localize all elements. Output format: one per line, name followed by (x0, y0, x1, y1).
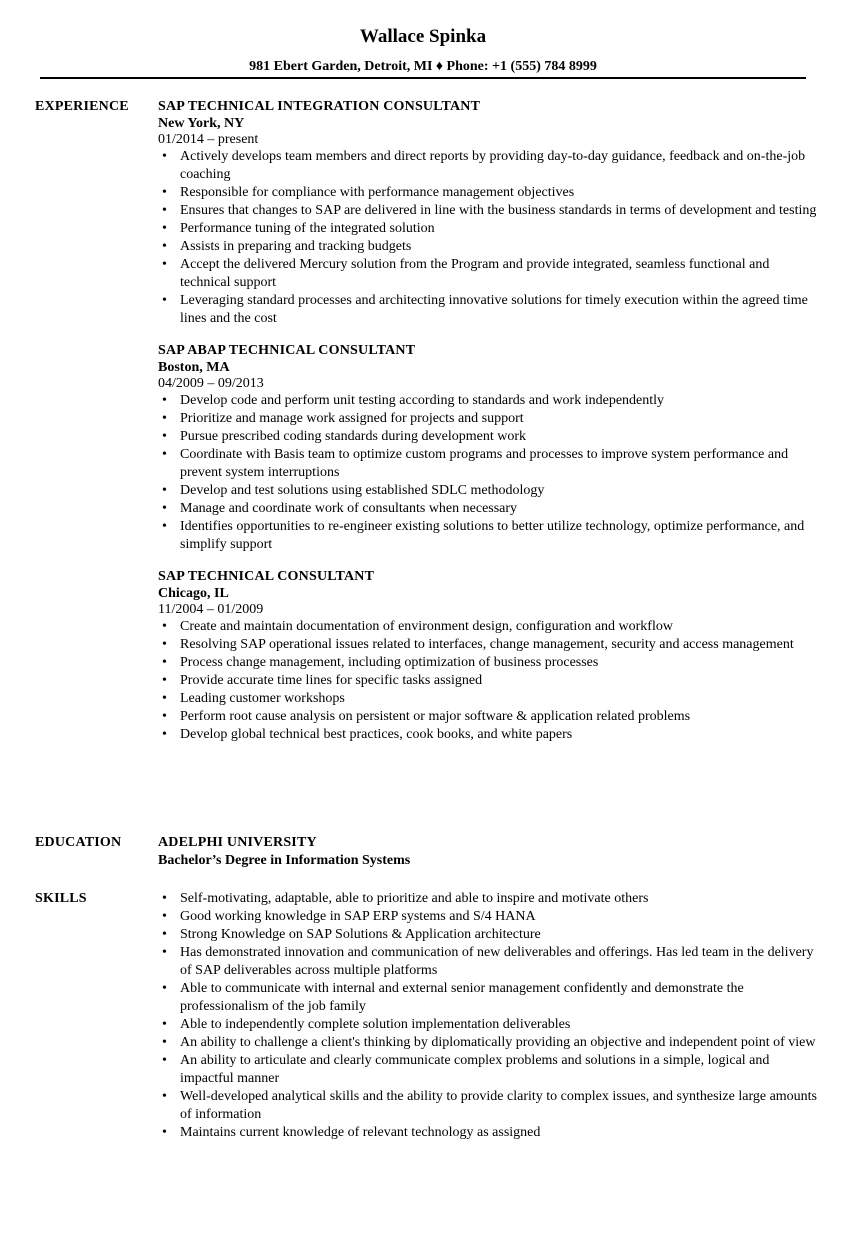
job-dates: 04/2009 – 09/2013 (158, 376, 264, 391)
job-location: New York, NY (158, 116, 245, 131)
job-title: SAP TECHNICAL CONSULTANT (158, 569, 375, 584)
duty-item: • Pursue prescribed coding standards during development work (158, 428, 818, 446)
experience-list (158, 98, 818, 758)
education-entry (158, 834, 818, 870)
job-title: SAP TECHNICAL INTEGRATION CONSULTANT (158, 99, 481, 114)
duty-item: • Create and maintain documentation of environment design, configuration and workflow (158, 618, 818, 636)
job-entry (158, 568, 818, 744)
job-duties (158, 618, 818, 744)
duty-item: • Prioritize and manage work assigned for projects and support (158, 410, 818, 428)
skill-bullets (158, 890, 818, 1142)
skill-item: • An ability to articulate and clearly communicate complex problems and solutions in a simple, logical and impactful manner (158, 1052, 818, 1088)
duty-item: • Develop global technical best practices, cook books, and white papers (158, 726, 818, 744)
duty-item: • Perform root cause analysis on persistent or major software & application related problems (158, 708, 818, 726)
job-duties (158, 148, 818, 328)
skill-item: • Self-motivating, adaptable, able to prioritize and able to inspire and motivate others (158, 890, 818, 908)
duty-item: • Develop code and perform unit testing according to standards and work independently (158, 392, 818, 410)
skill-item: • An ability to challenge a client's thinking by diplomatically providing an objective and independent point of view (158, 1034, 818, 1052)
skill-item: • Good working knowledge in SAP ERP systems and S/4 HANA (158, 908, 818, 926)
duty-item: • Ensures that changes to SAP are delivered in line with the business standards in terms of development and testing (158, 202, 818, 220)
job-entry (158, 342, 818, 554)
duty-item: • Resolving SAP operational issues related to interfaces, change management, security and access management (158, 636, 818, 654)
job-location: Boston, MA (158, 360, 230, 375)
duty-item: • Actively develops team members and direct reports by providing day-to-day guidance, feedback and on-the-job coaching (158, 148, 818, 184)
skill-item: • Well-developed analytical skills and the ability to provide clarity to complex issues, and synthesize large amounts of information (158, 1088, 818, 1124)
degree-name: Bachelor’s Degree in Information Systems (158, 853, 411, 868)
skills-heading: SKILLS (35, 891, 87, 906)
contact-line: 981 Ebert Garden, Detroit, MI ♦ Phone: +1 (555) 784 8999 (249, 59, 597, 74)
experience-heading: EXPERIENCE (35, 99, 129, 114)
job-location: Chicago, IL (158, 586, 229, 601)
education-heading: EDUCATION (35, 835, 122, 850)
job-entry (158, 98, 818, 328)
skill-item: • Able to communicate with internal and external senior management confidently and demonstrate the professionalism of the job family (158, 980, 818, 1016)
duty-item: • Assists in preparing and tracking budgets (158, 238, 818, 256)
candidate-name: Wallace Spinka (359, 26, 487, 47)
job-duties (158, 392, 818, 554)
job-title: SAP ABAP TECHNICAL CONSULTANT (158, 343, 416, 358)
duty-item: • Coordinate with Basis team to optimize custom programs and processes to improve system performance and prevent system interruptions (158, 446, 818, 482)
job-dates: 11/2004 – 01/2009 (158, 602, 264, 617)
duty-item: • Performance tuning of the integrated solution (158, 220, 818, 238)
duty-item: • Provide accurate time lines for specific tasks assigned (158, 672, 818, 690)
duty-item: • Responsible for compliance with performance management objectives (158, 184, 818, 202)
duty-item: • Leading customer workshops (158, 690, 818, 708)
duty-item: • Process change management, including optimization of business processes (158, 654, 818, 672)
header-divider (40, 77, 806, 79)
duty-item: • Identifies opportunities to re-engineer existing solutions to better utilize technology, optimize performance, and simplify support (158, 518, 818, 554)
duty-item: • Develop and test solutions using established SDLC methodology (158, 482, 818, 500)
duty-item: • Accept the delivered Mercury solution from the Program and provide integrated, seamless functional and technical support (158, 256, 818, 292)
school-name: ADELPHI UNIVERSITY (158, 835, 317, 850)
skill-item: • Maintains current knowledge of relevant technology as assigned (158, 1124, 818, 1142)
skills-list (158, 890, 818, 1142)
skill-item: • Able to independently complete solution implementation deliverables (158, 1016, 818, 1034)
duty-item: • Leveraging standard processes and architecting innovative solutions for timely execution within the agreed time lines and the cost (158, 292, 818, 328)
duty-item: • Manage and coordinate work of consultants when necessary (158, 500, 818, 518)
job-dates: 01/2014 – present (158, 132, 259, 147)
skill-item: • Strong Knowledge on SAP Solutions & Application architecture (158, 926, 818, 944)
skill-item: • Has demonstrated innovation and communication of new deliverables and offerings. Has led team in the delivery of SAP deliverables across multiple platforms (158, 944, 818, 980)
